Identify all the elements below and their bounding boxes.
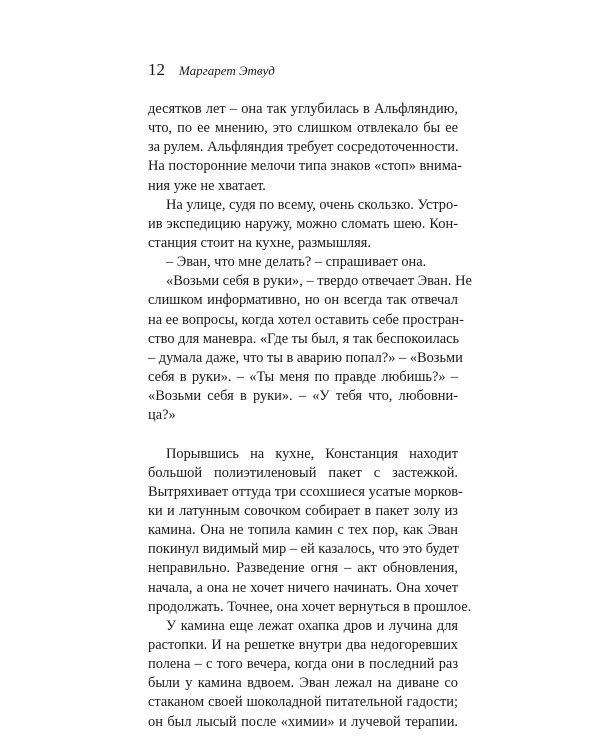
text-line: – думала даже, что ты в аварию попал?» – «Возьми <box>148 349 463 366</box>
text-line: ния уже не хватает. <box>148 177 266 194</box>
text-line: за рулем. Альфляндия требует сосредоточенности. <box>148 139 459 156</box>
text-line: станция стоит на кухне, размышляя. <box>148 234 371 251</box>
text-line: полена – с того вечера, когда они в последний раз <box>148 656 458 673</box>
text-line: ки и латунным совочком собирает в пакет золу из <box>148 502 458 519</box>
running-head-author: Маргарет Этвуд <box>179 63 275 78</box>
text-line: У камина еще лежат охапка дров и лучина для <box>166 617 458 634</box>
text-line: продолжать. Точнее, она хочет вернуться в прошлое. <box>148 598 472 615</box>
page-header <box>148 60 468 84</box>
text-line: начала, а она не хочет ничего начинать. Она хочет <box>148 579 458 596</box>
text-line: На улице, судя по всему, очень скользко. Устро- <box>166 196 458 213</box>
text-line: ца?» <box>148 407 176 424</box>
text-line: себя в руки». – «Ты меня по правде любишь?» – <box>148 368 458 385</box>
text-line: десятков лет – она так углубилась в Альфляндию, <box>148 101 458 117</box>
text-line: «Возьми себя в руки». – «У тебя что, любовни- <box>148 388 458 405</box>
text-line: покинул видимый мир – ей казалось, что это будет <box>148 541 459 558</box>
text-line: Порывшись на кухне, Констанция находит <box>166 445 458 462</box>
text-line: Вытряхивает оттуда три ссохшиеся усатые морков- <box>148 483 463 500</box>
text-line: на ее вопросы, когда хотел оставить себе простран- <box>148 311 464 328</box>
text-line: что, по ее мнению, это слишком отвлекало бы ее <box>148 120 458 137</box>
text-line: На посторонние мелочи типа знаков «стоп» внима- <box>148 158 462 175</box>
text-line: неправильно. Разведение огня – акт обновления, <box>148 560 458 577</box>
section-break <box>148 425 458 444</box>
text-line: – Эван, что мне делать? – спрашивает она. <box>166 254 427 271</box>
text-line: растопки. И на решетке внутри два недогоревших <box>148 636 458 653</box>
text-line: ив экспедицию наружу, можно сломать шею. Кон- <box>148 215 458 232</box>
text-line: камина. Она не топила камин с тех пор, как Эван <box>148 522 458 539</box>
text-line: «Возьми себя в руки», – твердо отвечает Эван. Не <box>166 273 472 290</box>
text-line: стаканом своей шоколадной питательной гадости; <box>148 694 458 711</box>
text-line: слишком информативно, но он всегда так отвечал <box>148 292 458 309</box>
text-line: большой полиэтиленовый пакет с застежкой. <box>148 464 458 481</box>
text-line: ство для маневра. «Где ты был, я так беспокоилась <box>148 330 460 347</box>
text-line: он был лысый после «химии» и лучевой терапии. <box>148 713 458 730</box>
page-number: 12 <box>148 60 165 79</box>
text-line: были у камина вдвоем. Эван лежал на диване со <box>148 675 458 692</box>
body-text <box>148 100 472 732</box>
